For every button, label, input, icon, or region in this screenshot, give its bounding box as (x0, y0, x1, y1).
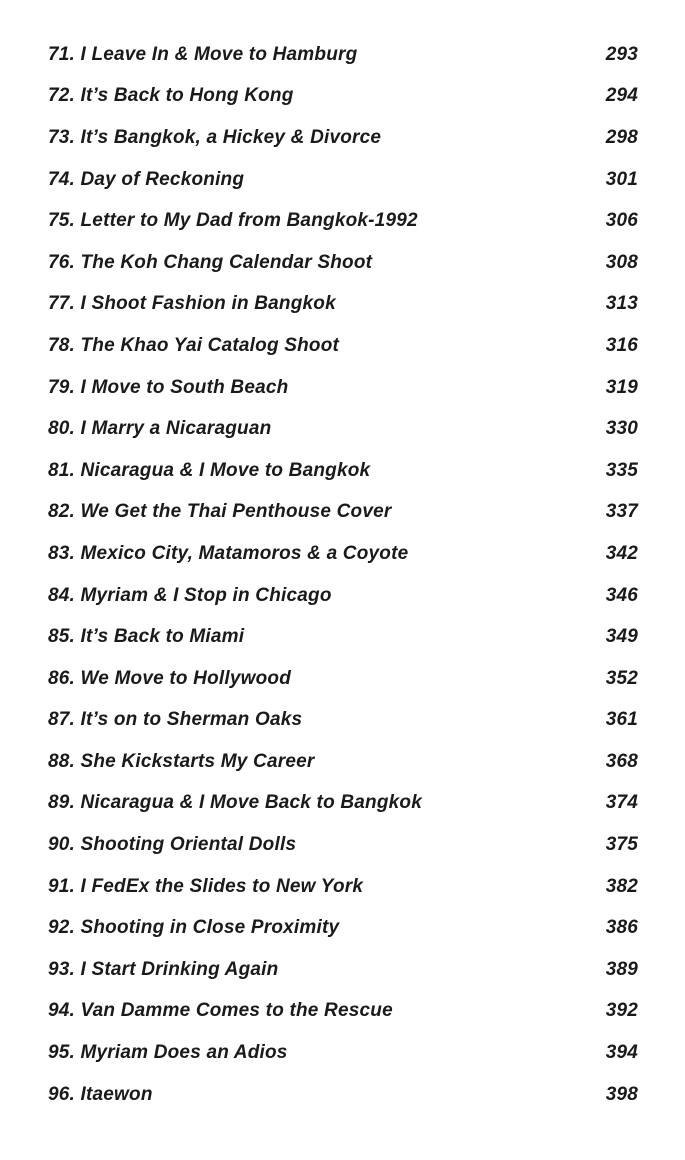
toc-entry-title: 85. It’s Back to Miami (48, 626, 245, 648)
toc-entry (48, 242, 638, 284)
toc-entry-page: 301 (605, 168, 638, 190)
toc-entry (48, 76, 638, 118)
toc-entry (48, 200, 638, 242)
toc-entry (48, 1032, 638, 1074)
toc-entry-title: 75. Letter to My Dad from Bangkok-1992 (48, 210, 418, 232)
toc-entry-title: 89. Nicaragua & I Move Back to Bangkok (48, 792, 422, 814)
toc-entry-page: 337 (605, 501, 638, 523)
toc-entry-page: 382 (605, 875, 638, 897)
toc-entry (48, 949, 638, 991)
toc-entry (48, 533, 638, 575)
toc-entry (48, 284, 638, 326)
toc-entry-title: 79. I Move to South Beach (48, 376, 289, 398)
toc-entry-page: 394 (605, 1042, 638, 1064)
toc-entry-title: 80. I Marry a Nicaraguan (48, 418, 272, 440)
toc-entry-page: 313 (605, 293, 638, 315)
toc-entry-title: 94. Van Damme Comes to the Rescue (48, 1000, 393, 1022)
toc-entry-title: 92. Shooting in Close Proximity (48, 917, 340, 939)
toc-entry-page: 349 (605, 626, 638, 648)
toc-entry-title: 71. I Leave In & Move to Hamburg (48, 43, 358, 65)
toc-entry (48, 991, 638, 1033)
toc-entry-page: 386 (605, 917, 638, 939)
toc-entry-title: 83. Mexico City, Matamoros & a Coyote (48, 542, 409, 564)
toc-entry-page: 330 (605, 418, 638, 440)
toc-entry-title: 82. We Get the Thai Penthouse Cover (48, 501, 392, 523)
toc-entry (48, 658, 638, 700)
toc-entry (48, 783, 638, 825)
table-of-contents (48, 34, 638, 1115)
toc-entry-title: 90. Shooting Oriental Dolls (48, 834, 297, 856)
toc-entry-page: 308 (605, 251, 638, 273)
toc-entry-page: 306 (605, 210, 638, 232)
toc-entry (48, 741, 638, 783)
toc-entry-title: 76. The Koh Chang Calendar Shoot (48, 251, 373, 273)
toc-entry-page: 374 (605, 792, 638, 814)
toc-entry (48, 325, 638, 367)
toc-entry (48, 408, 638, 450)
toc-entry-title: 87. It’s on to Sherman Oaks (48, 709, 303, 731)
toc-entry-page: 294 (605, 85, 638, 107)
toc-entry-title: 95. Myriam Does an Adios (48, 1042, 288, 1064)
toc-entry-title: 84. Myriam & I Stop in Chicago (48, 584, 332, 606)
toc-entry (48, 34, 638, 76)
toc-entry-title: 72. It’s Back to Hong Kong (48, 85, 294, 107)
toc-entry-page: 319 (605, 376, 638, 398)
toc-entry-page: 298 (605, 126, 638, 148)
toc-entry (48, 616, 638, 658)
toc-entry (48, 450, 638, 492)
toc-entry-page: 342 (605, 542, 638, 564)
toc-entry-title: 91. I FedEx the Slides to New York (48, 875, 364, 897)
toc-entry (48, 1074, 638, 1116)
toc-entry (48, 907, 638, 949)
toc-entry-title: 78. The Khao Yai Catalog Shoot (48, 334, 340, 356)
toc-entry-page: 389 (605, 958, 638, 980)
toc-entry-title: 81. Nicaragua & I Move to Bangkok (48, 459, 371, 481)
toc-entry-title: 73. It’s Bangkok, a Hickey & Divorce (48, 126, 382, 148)
toc-entry-title: 86. We Move to Hollywood (48, 667, 292, 689)
toc-entry-page: 346 (605, 584, 638, 606)
toc-entry-page: 392 (605, 1000, 638, 1022)
toc-entry-page: 368 (605, 750, 638, 772)
toc-entry-page: 361 (605, 709, 638, 731)
toc-entry (48, 159, 638, 201)
toc-entry (48, 367, 638, 409)
toc-entry-page: 352 (605, 667, 638, 689)
toc-entry-page: 293 (605, 43, 638, 65)
toc-entry-title: 88. She Kickstarts My Career (48, 750, 315, 772)
toc-entry-page: 375 (605, 834, 638, 856)
toc-entry-title: 96. Itaewon (48, 1083, 153, 1105)
toc-entry-page: 316 (605, 334, 638, 356)
toc-entry-title: 93. I Start Drinking Again (48, 958, 279, 980)
toc-entry-page: 335 (605, 459, 638, 481)
toc-entry-page: 398 (605, 1083, 638, 1105)
toc-entry (48, 866, 638, 908)
toc-entry (48, 824, 638, 866)
toc-entry (48, 700, 638, 742)
toc-entry (48, 492, 638, 534)
toc-entry-title: 77. I Shoot Fashion in Bangkok (48, 293, 336, 315)
toc-entry (48, 575, 638, 617)
toc-entry-title: 74. Day of Reckoning (48, 168, 245, 190)
toc-entry (48, 117, 638, 159)
